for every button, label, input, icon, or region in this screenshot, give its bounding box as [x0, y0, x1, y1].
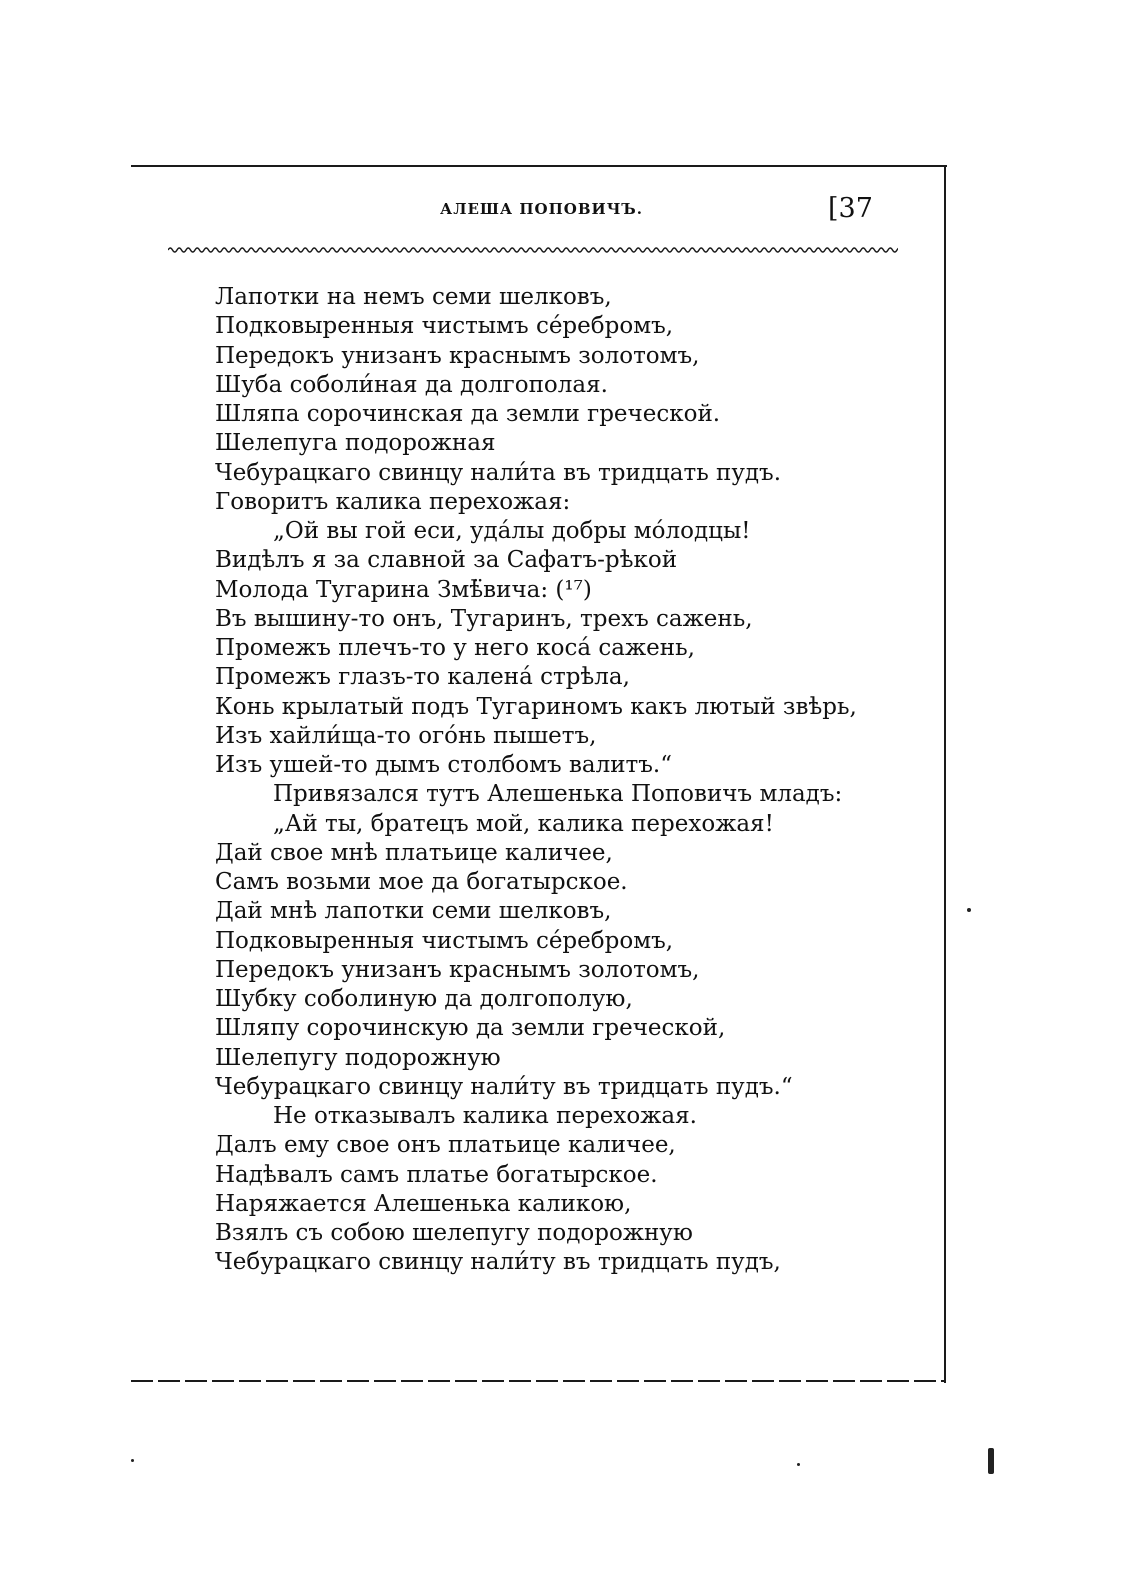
verse-line: Далъ ему свое онъ платьице каличее,: [215, 1132, 676, 1159]
verse-line: Передокъ унизанъ краснымъ золотомъ,: [215, 956, 700, 983]
verse-line: Подковыренныя чистымъ сéребромъ,: [215, 313, 674, 340]
verse-line: Шубку соболиную да долгополую,: [215, 986, 633, 1012]
verse-line: Привязался тутъ Алешенька Поповичъ младъ:: [273, 781, 843, 808]
page-number: [37: [828, 193, 873, 224]
verse-line: Чебурацкаго свинцу нали́та въ тридцать пудъ.: [215, 459, 782, 486]
wavy-divider: [168, 244, 898, 256]
verse-line: Подковыренныя чистымъ сéребромъ,: [215, 927, 674, 954]
verse-line: Самъ возьми мое да богатырское.: [215, 869, 628, 895]
verse-line: Говоритъ калика перехожая:: [215, 488, 571, 515]
verse-line: Видѣлъ я за славной за Сафатъ-рѣкой: [215, 547, 678, 574]
verse-line: Чебурацкаго свинцу нали́ту въ тридцать пудъ,: [215, 1249, 781, 1276]
verse-line: „Ой вы гой еси, уда́лы добры мо́лодцы!: [273, 518, 751, 544]
verse-line: Изъ ушей-то дымъ столбомъ валитъ.“: [215, 752, 672, 778]
ink-speck: [967, 908, 971, 912]
right-border-rule: [944, 166, 946, 1383]
verse-line: Шелепуга подорожная: [215, 430, 496, 457]
poem-text: [215, 283, 915, 1278]
verse-line: Промежъ глазъ-то калена́ стрѣла,: [215, 664, 630, 691]
verse-line: Лапотки на немъ семи шелковъ,: [215, 284, 612, 310]
verse-line: Конь крылатый подъ Тугариномъ какъ лютый звѣрь,: [215, 693, 857, 720]
verse-line: Наряжается Алешенька каликою,: [215, 1190, 632, 1217]
running-head-title: АЛЕША ПОПОВИЧЪ.: [440, 200, 643, 218]
ink-speck: [131, 1459, 134, 1462]
bottom-border-rule: [131, 1380, 946, 1382]
verse-line: Шляпа сорочинская да земли греческой.: [215, 401, 721, 427]
verse-line: Не отказывалъ калика перехожая.: [273, 1103, 697, 1129]
verse-line: Шелепугу подорожную: [215, 1044, 501, 1071]
top-border-rule: [131, 165, 947, 167]
verse-line: Дай мнѣ лапотки семи шелковъ,: [215, 898, 612, 925]
verse-line: „Ай ты, братецъ мой, калика перехожая!: [273, 810, 774, 837]
verse-line: Чебурацкаго свинцу нали́ту въ тридцать пудъ.“: [215, 1073, 793, 1100]
ink-speck: [797, 1463, 800, 1466]
verse-line: Шляпу сорочинскую да земли греческой,: [215, 1015, 726, 1042]
verse-line: Надѣвалъ самъ платье богатырское.: [215, 1161, 658, 1188]
verse-line: Изъ хайли́ща-то ого́нь пышетъ,: [215, 722, 597, 749]
verse-line: Шуба соболи́ная да долгополая.: [215, 371, 608, 398]
verse-line: Молода Тугарина Змѣ̈вича: (¹⁷): [215, 576, 592, 603]
verse-line: Взялъ съ собою шелепугу подорожную: [215, 1220, 693, 1246]
verse-line: Передокъ унизанъ краснымъ золотомъ,: [215, 342, 700, 369]
verse-line: Дай свое мнѣ платьице каличее,: [215, 839, 613, 866]
ink-speck: [988, 1448, 994, 1474]
verse-line: Промежъ плечъ-то у него коса́ сажень,: [215, 635, 695, 661]
verse-line: Въ вышину-то онъ, Тугаринъ, трехъ сажень,: [215, 605, 753, 632]
